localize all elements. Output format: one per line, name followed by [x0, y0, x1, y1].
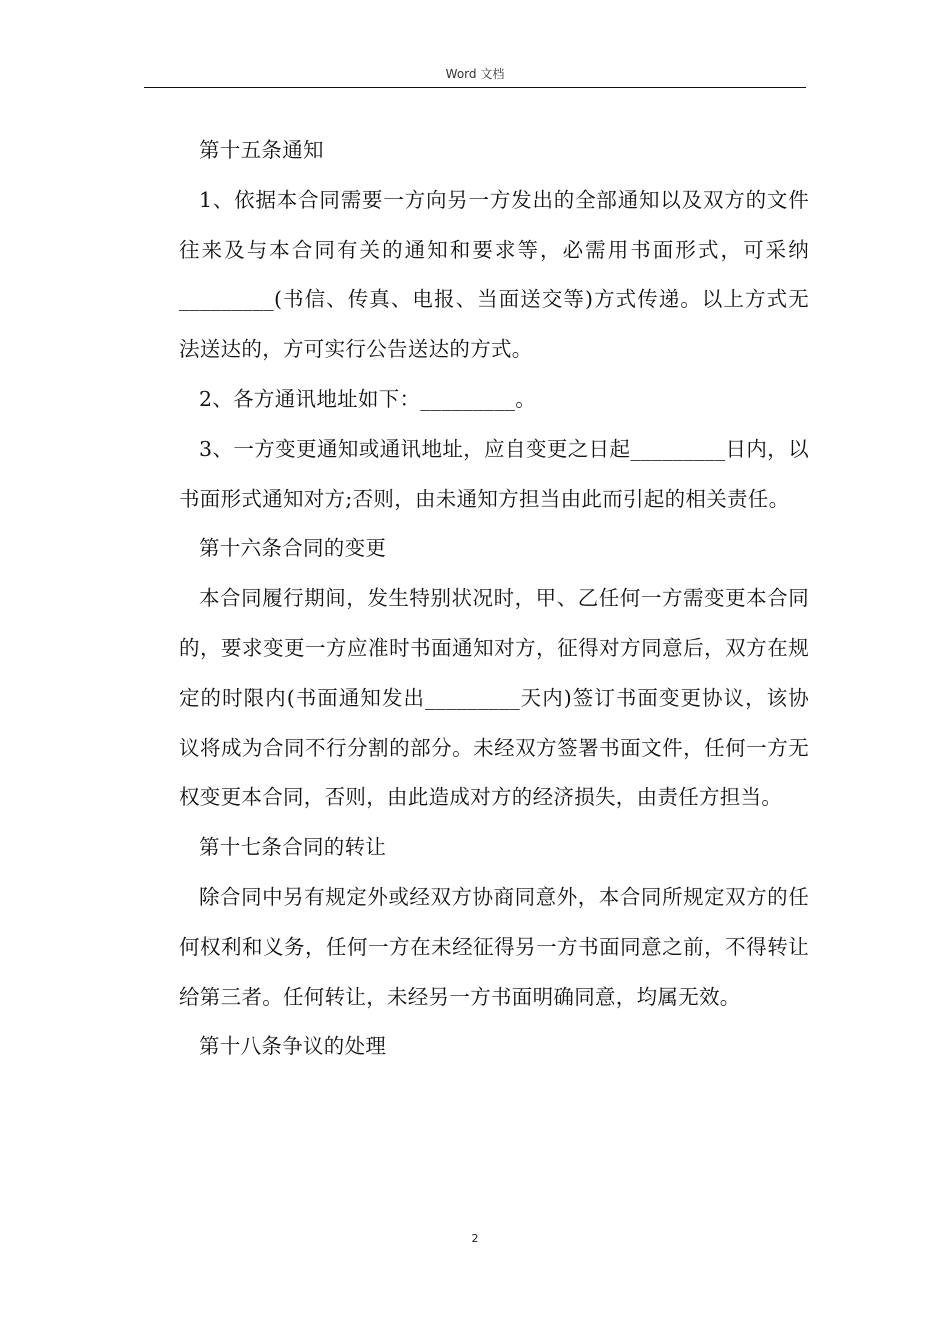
section-heading-17: 第十七条合同的转让 — [199, 835, 387, 860]
section-heading-18: 第十八条争议的处理 — [199, 1034, 387, 1059]
paragraph-notice-1: 1、依据本合同需要一方向另一方发出的全部通知以及双方的文件往来及与本合同有关的通知和要求等，必需用书面形式，可采纳_________(书信、传真、电报、当面送交等)方式传递。以上方式无法送达的，方可实行公告送达的方式。 — [179, 187, 809, 362]
paragraph-notice-3: 3、一方变更通知或通讯地址，应自变更之日起_________日内，以书面形式通知对方;否则，由未通知方担当由此而引起的相关责任。 — [179, 436, 809, 511]
section-heading-16: 第十六条合同的变更 — [199, 536, 387, 561]
header-divider — [144, 87, 806, 88]
page-number: 2 — [471, 1232, 479, 1245]
paragraph-notice-2: 2、各方通讯地址如下：_________。 — [199, 386, 537, 411]
section-heading-15: 第十五条通知 — [199, 138, 324, 162]
page-header: Word 文档 — [445, 67, 505, 81]
document-body — [179, 126, 809, 1072]
paragraph-contract-change: 本合同履行期间，发生特别状况时，甲、乙任何一方需变更本合同的，要求变更一方应准时书面通知对方，征得对方同意后，双方在规定的时限内(书面通知发出_________天内)签订书面变更协议，该协议将成为合同不行分割的部分。未经双方签署书面文件，任何一方无权变更本合同，否则，由此造成对方的经济损失，由责任方担当。 — [179, 586, 809, 810]
paragraph-contract-transfer: 除合同中另有规定外或经双方协商同意外，本合同所规定双方的任何权利和义务，任何一方在未经征得另一方书面同意之前，不得转让给第三者。任何转让，未经另一方书面明确同意，均属无效。 — [179, 884, 809, 1009]
